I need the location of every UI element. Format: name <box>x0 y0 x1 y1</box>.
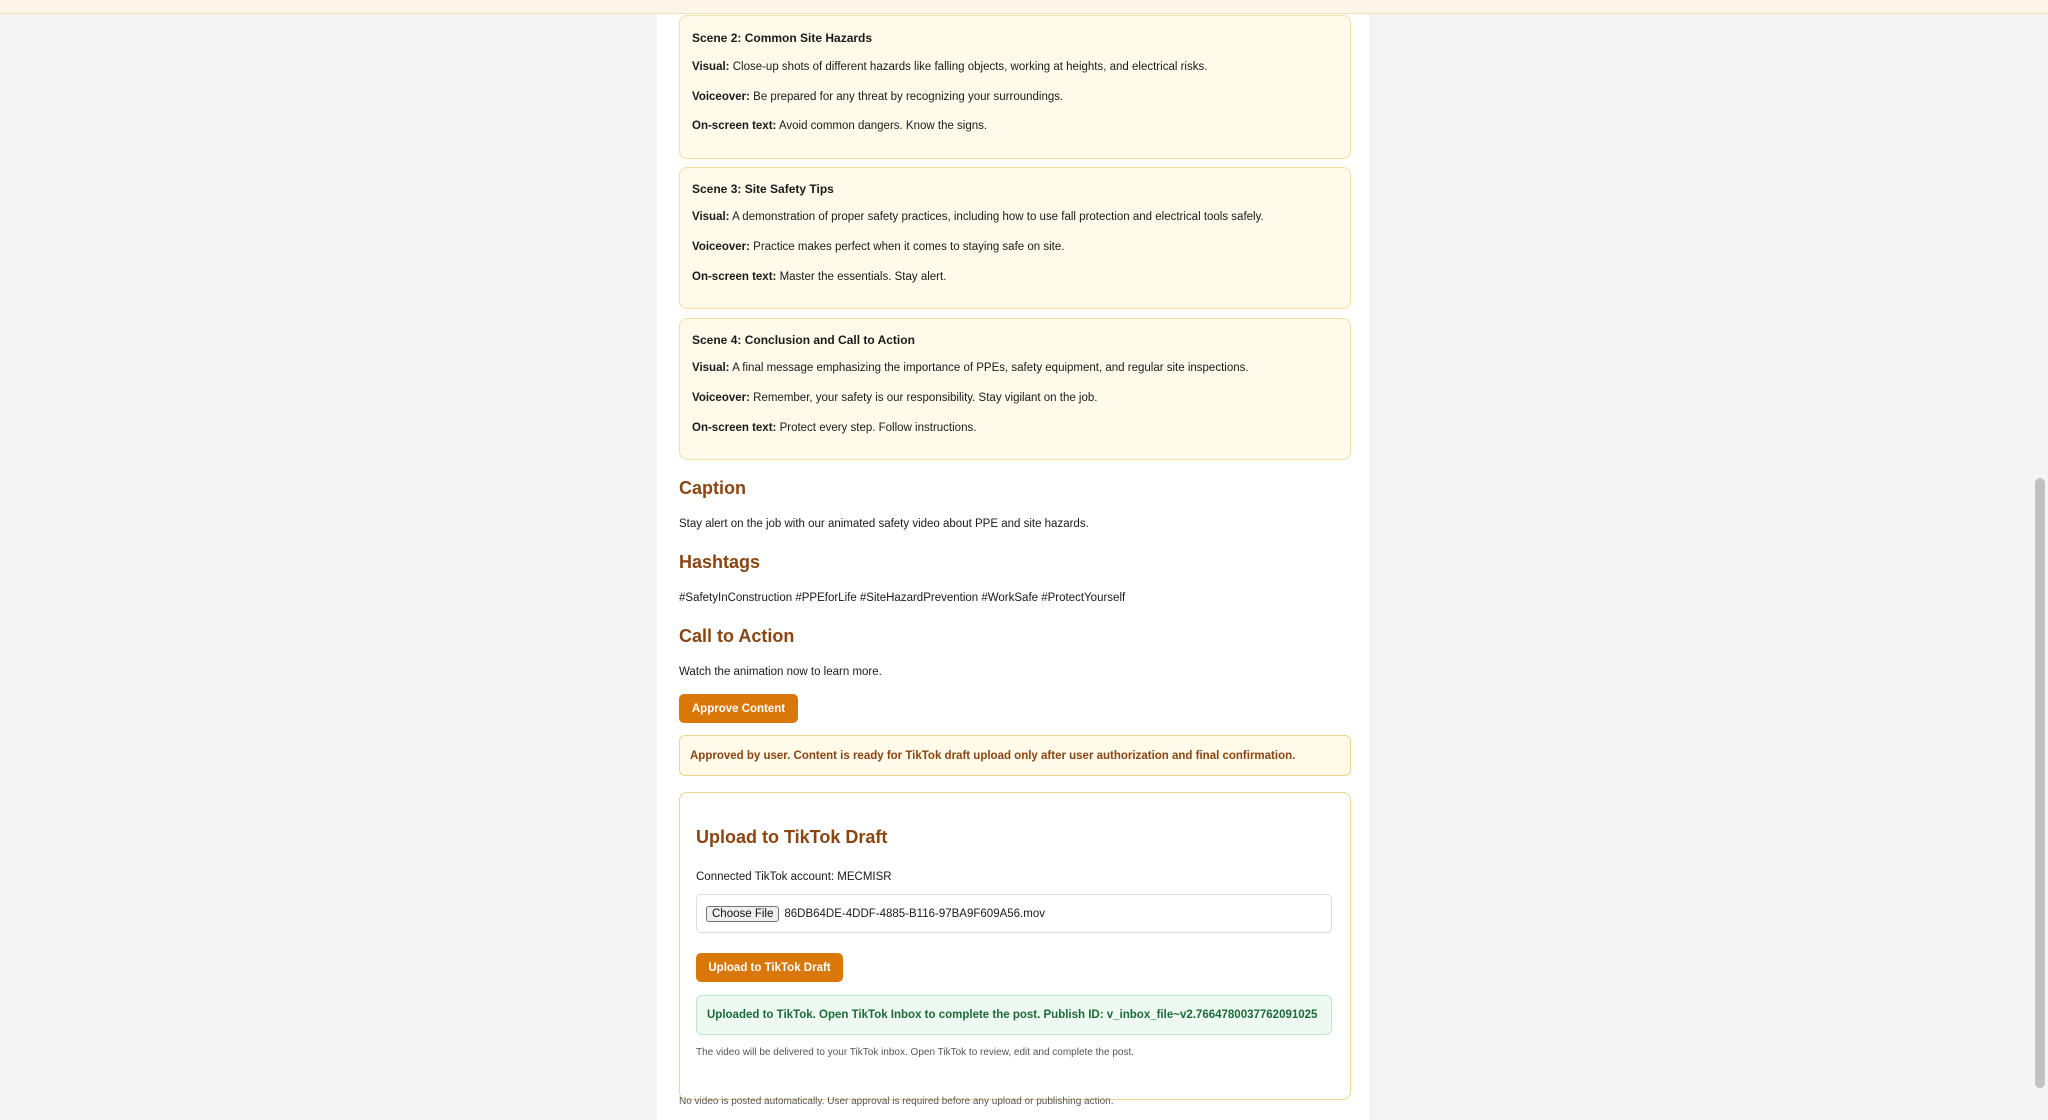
scene-onscreen-text <box>692 271 946 283</box>
approved-notice: Approved by user. Content is ready for TikTok draft upload only after user authorization and final confirmation. <box>679 735 1351 776</box>
caption-text: Stay alert on the job with our animated safety video about PPE and site hazards. <box>679 518 1089 530</box>
footnote: No video is posted automatically. User approval is required before any upload or publishing action. <box>679 1096 1114 1107</box>
scene-card <box>679 318 1351 460</box>
scene-onscreen-text <box>692 422 976 434</box>
onscreen-text: Master the essentials. Stay alert. <box>779 271 947 283</box>
onscreen-text: Protect every step. Follow instructions. <box>779 422 977 434</box>
visual-label: Visual: <box>692 61 730 73</box>
scene-visual <box>692 211 1264 223</box>
scene-visual <box>692 362 1249 374</box>
scene-title: Scene 2: Common Site Hazards <box>692 31 873 45</box>
voiceover-label: Voiceover: <box>692 91 750 103</box>
scene-voiceover <box>692 91 1063 103</box>
scene-voiceover <box>692 241 1064 253</box>
onscreen-label: On-screen text: <box>692 271 777 283</box>
cta-text: Watch the animation now to learn more. <box>679 666 882 678</box>
upload-card <box>679 792 1351 1100</box>
visual-label: Visual: <box>692 211 730 223</box>
voiceover-text: Be prepared for any threat by recognizing your surroundings. <box>753 91 1064 103</box>
onscreen-text: Avoid common dangers. Know the signs. <box>778 120 988 132</box>
voiceover-text: Remember, your safety is our responsibility. Stay vigilant on the job. <box>753 392 1098 404</box>
hashtags-text: #SafetyInConstruction #PPEforLife #SiteHazardPrevention #WorkSafe #ProtectYourself <box>679 592 1126 604</box>
top-banner-strip <box>0 0 2048 14</box>
upload-heading: Upload to TikTok Draft <box>696 827 888 847</box>
onscreen-label: On-screen text: <box>692 120 777 132</box>
scene-title: Scene 3: Site Safety Tips <box>692 182 834 196</box>
visual-label: Visual: <box>692 362 730 374</box>
visual-text: Close-up shots of different hazards like falling objects, working at heights, and electrical risks. <box>732 61 1208 73</box>
visual-text: A final message emphasizing the importance of PPEs, safety equipment, and regular site inspections. <box>732 362 1249 374</box>
caption-heading: Caption <box>679 478 746 498</box>
main-panel <box>657 14 1369 1120</box>
scene-visual <box>692 61 1207 73</box>
onscreen-label: On-screen text: <box>692 422 777 434</box>
choose-file-button[interactable]: Choose File <box>706 906 779 922</box>
voiceover-label: Voiceover: <box>692 392 750 404</box>
upload-success-message: Uploaded to TikTok. Open TikTok Inbox to complete the post. Publish ID: v_inbox_file~v2.7664780037762091025 <box>696 995 1332 1035</box>
scene-voiceover <box>692 392 1097 404</box>
hashtags-heading: Hashtags <box>679 552 761 572</box>
visual-text: A demonstration of proper safety practices, including how to use fall protection and electrical tools safely. <box>732 211 1264 223</box>
connected-account: Connected TikTok account: MECMISR <box>696 871 892 883</box>
upload-to-tiktok-button[interactable]: Upload to TikTok Draft <box>696 953 843 982</box>
cta-heading: Call to Action <box>679 626 795 646</box>
upload-hint: The video will be delivered to your TikTok inbox. Open TikTok to review, edit and complete the post. <box>696 1047 1135 1058</box>
voiceover-text: Practice makes perfect when it comes to staying safe on site. <box>753 241 1065 253</box>
selected-file-name: 86DB64DE-4DDF-4885-B116-97BA9F609A56.mov <box>784 907 1045 920</box>
voiceover-label: Voiceover: <box>692 241 750 253</box>
scene-onscreen-text <box>692 120 987 132</box>
scene-title: Scene 4: Conclusion and Call to Action <box>692 333 915 347</box>
scene-card <box>679 167 1351 309</box>
scrollbar-thumb[interactable] <box>2035 478 2045 1088</box>
scene-card <box>679 15 1351 159</box>
approve-content-button[interactable]: Approve Content <box>679 694 798 723</box>
file-input[interactable] <box>696 894 1332 933</box>
